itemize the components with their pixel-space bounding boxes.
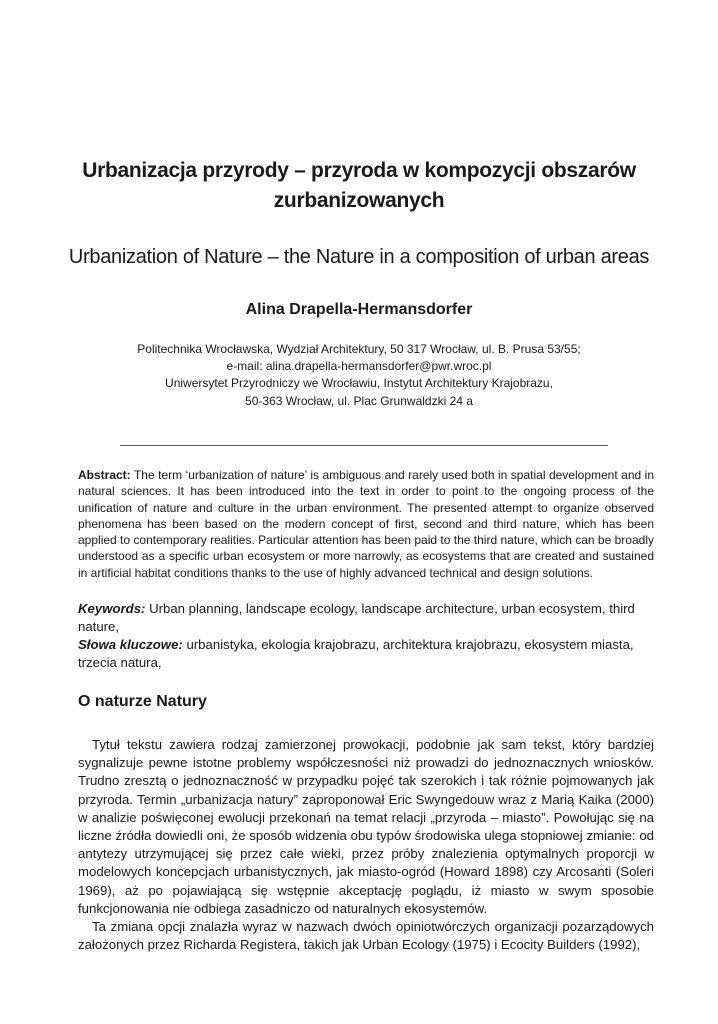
- paragraph: Ta zmiana opcji znalazła wyraz w nazwach dwóch opiniotwórczych organizacji pozarządowych założonych przez Richarda Registera, takich jak Urban Ecology (1975) i Ecocity Builders (1992),: [78, 919, 654, 953]
- keywords-block: [78, 600, 654, 672]
- paragraph: Tytuł tekstu zawiera rodzaj zamierzonej prowokacji, podobnie jak sam tekst, który bardziej sygnalizuje pewne istotne problemy współczesności niż prowadzi do jednoznacznych wniosków. Trudno zresztą o jednoznaczność w przypadku pojęć tak szerokich i tak różnie pojmowanych jak przyroda. Termin „urbanizacja natury” zaproponował Eric Swyngedouw wraz z Marią Kaika (2000) w analizie poświęconej ewolucji przekonań na temat relacji „przyroda – miasto”. Powołując się na liczne źródła dowiedli oni, że sposób widzenia obu typów środowiska ulega stopniowej zmianie: od antytezy utrzymującej się przez całe wieki, przez próby znalezienia optymalnych proporcji w modelowych koncepcjach urbanistycznych, jak miasto-ogród (Howard 1898) czy Arcosanti (Soleri 1969), aż po pojawiającą się wstępnie akceptację poglądu, iż miasto w swym sposobie funkcjonowania nie odbiega zasadniczo od naturalnych ekosystemów.: [78, 737, 654, 916]
- title-polish: [60, 156, 658, 216]
- abstract-text: The term ‘urbanization of nature’ is ambiguous and rarely used both in spatial development and in natural sciences. It has been introduced into the text in order to point to the ongoing process of the unification of nature and culture in the urban environment. The presented attempt to organize observed phenomena has been based on the modern concept of first, second and third nature, which has been applied to contemporary realities. Particular attention has been paid to the third nature, which can be broadly understood as a specific urban ecosystem or more narrowly, as ecosystems that are created and sustained in artificial habitat conditions thanks to the use of highly advanced technical and design solutions.: [78, 468, 654, 580]
- affiliation-line: Politechnika Wrocławska, Wydział Architektury, 50 317 Wrocław, ul. B. Prusa 53/55;: [137, 342, 581, 356]
- affiliation-line: Uniwersytet Przyrodniczy we Wrocławiu, Instytut Architektury Krajobrazu,: [165, 376, 553, 391]
- title-polish-line-1: Urbanizacja przyrody – przyroda w kompozycji obszarów: [82, 159, 636, 182]
- affiliation-block: [60, 341, 658, 410]
- keywords-pl: [78, 636, 654, 672]
- divider-line: [120, 445, 608, 446]
- abstract: [78, 467, 654, 581]
- author-name: Alina Drapella-Hermansdorfer: [245, 301, 473, 318]
- title-polish-line-2: zurbanizowanych: [273, 189, 445, 212]
- abstract-label: Abstract:: [78, 468, 131, 482]
- title-english: Urbanization of Nature – the Nature in a composition of urban areas: [68, 246, 650, 268]
- keywords-en: [78, 600, 654, 636]
- keywords-text: Urban planning, landscape ecology, landscape architecture, urban ecosystem, third nature,: [78, 601, 635, 634]
- keywords-label: Keywords:: [78, 601, 146, 616]
- affiliation-line: 50-363 Wrocław, ul. Plac Grunwaldzki 24 a: [245, 393, 473, 408]
- email-line[interactable]: e-mail: alina.drapella-hermansdorfer@pwr.wroc.pl: [226, 359, 492, 374]
- slowa-kluczowe-label: Słowa kluczowe:: [78, 637, 183, 652]
- body-text: [78, 736, 654, 954]
- section-heading: O naturze Natury: [78, 693, 207, 710]
- slowa-kluczowe-text: urbanistyka, ekologia krajobrazu, architektura krajobrazu, ekosystem miasta, trzecia natura,: [78, 637, 634, 670]
